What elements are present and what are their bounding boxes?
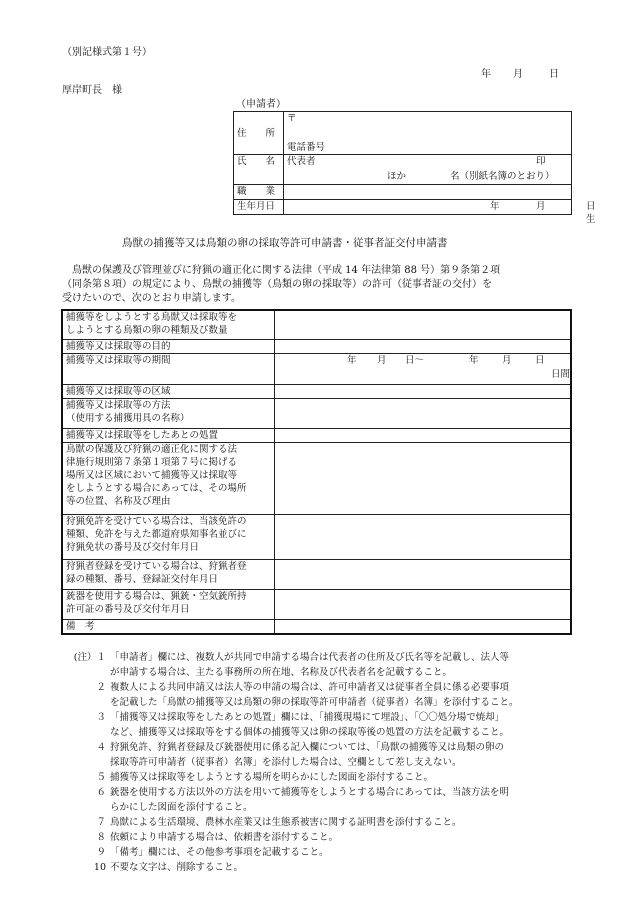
- note-item: ３ 「捕獲等又は採取等をしたあとの処置」欄には、「捕獲現場にて埋設」、「〇〇処分場で焼却」 など、捕獲等又は採取等をする個体の捕獲等又は卵の採取等後の処置の方法を記載すること。: [96, 712, 510, 738]
- field-method[interactable]: [275, 398, 572, 428]
- period-year-2: 年: [469, 354, 479, 366]
- seal-mark: 印: [536, 156, 546, 167]
- note-item: (注）１ 「申請者」欄には、複数人が共同で申請する場合は代表者の住所及び氏名等を記載し、法人等 が申請する場合は、主たる事務所の所在地、名称及び代表者名を記載すること。: [73, 652, 510, 678]
- representative-label: 代表者: [287, 156, 316, 167]
- period-day-1: 日～: [405, 354, 425, 366]
- label-method: 捕獲等又は採取等の方法 （使用する捕獲用具の名称）: [62, 398, 275, 428]
- field-hunter-registration[interactable]: [275, 559, 572, 589]
- dob-month: 月: [536, 201, 546, 212]
- field-gun-permit[interactable]: [275, 589, 572, 619]
- field-remarks[interactable]: [275, 619, 572, 634]
- label-period: 捕獲等又は採取等の期間: [62, 353, 275, 384]
- field-area[interactable]: [275, 384, 572, 398]
- applicant-table: [233, 111, 596, 225]
- label-hunter-registration: 狩猟者登録を受けている場合は、狩猟者登 録の種類、番号、登録証交付年月日: [62, 559, 275, 589]
- period-month-1: 月: [377, 354, 387, 366]
- field-hunting-license[interactable]: [275, 514, 572, 559]
- dob-label: 生年月日: [234, 200, 284, 215]
- note-item: ４ 狩猟免許、狩猟者登録及び銃器使用に係る記入欄については、「鳥獣の捕獲等又は鳥類の卵の 採取等許可申請者（従事者）名簿」を添付した場合は、空欄として差し支えない。: [96, 742, 505, 768]
- field-location[interactable]: [275, 442, 572, 514]
- label-location: 鳥獣の保護及び狩猟の適正化に関する法 律施行規則第７条第１項第７号に掲げる 場所又は区域において捕獲等又は採取等 をしようとする場合にあっては、その場所 等の位置、名称及び理由: [62, 442, 275, 514]
- phone-label: 電話番号: [287, 142, 326, 153]
- note-item: ５ 捕獲等又は採取等をしようとする場所を明らかにした図面を添付すること。: [96, 772, 434, 783]
- applicant-section-label: （申請者）: [236, 99, 286, 110]
- label-hunting-license: 狩猟免許を受けている場合は、当該免許の 種類、免許を与えた都道府県知事名並びに 狩猟免状の番号及び交付年月日: [62, 514, 275, 559]
- label-gun-permit: 銃器を使用する場合は、猟銃・空気銃所持 許可証の番号及び交付年月日: [62, 589, 275, 619]
- label-species: 捕獲等をしようとする鳥獣又は採取等を しようとする鳥類の卵の種類及び数量: [62, 310, 275, 339]
- label-remarks: 備 考: [62, 619, 275, 634]
- note-item: ６ 銃器を使用する方法以外の方法を用いて捕獲等をしようとする場合にあっては、当該方法を明 らかにした図面を添付すること。: [96, 787, 509, 813]
- intro-line-3: 受けたいので、次のとおり申請します。: [62, 293, 241, 304]
- note-item: ９ 「備考」欄には、その他参考事項を記載すること。: [96, 847, 329, 858]
- note-item: 10 不要な文字は、削除すること。: [93, 862, 244, 873]
- field-species[interactable]: [275, 310, 572, 339]
- label-purpose: 捕獲等又は採取等の目的: [62, 339, 275, 353]
- others-prefix: ほか: [387, 171, 407, 182]
- occupation-field[interactable]: [284, 185, 572, 200]
- document-title: 鳥獣の捕獲等又は鳥類の卵の採取等許可申請書・従事者証交付申請書: [122, 237, 448, 249]
- others-suffix: 名（別紙名簿のとおり）: [450, 171, 555, 182]
- name-field[interactable]: [284, 155, 572, 185]
- postal-mark: 〒: [287, 113, 297, 124]
- field-period[interactable]: [275, 353, 572, 384]
- date-day: 日: [549, 69, 559, 80]
- label-area: 捕獲等又は採取等の区域: [62, 384, 275, 398]
- addressee: 厚岸町長 様: [62, 85, 122, 96]
- intro-line-1: 鳥獣の保護及び管理並びに狩猟の適正化に関する法律（平成 14 年法律第 88 号）第９条第２項: [72, 265, 501, 276]
- field-disposal[interactable]: [275, 428, 572, 442]
- form-number: （別記様式第１号）: [62, 47, 152, 58]
- dob-year: 年: [490, 201, 500, 212]
- dob-day: 日生: [586, 201, 596, 225]
- period-year-1: 年: [347, 354, 357, 366]
- date-year: 年: [481, 69, 491, 80]
- field-purpose[interactable]: [275, 339, 572, 353]
- date-month: 月: [513, 69, 523, 80]
- note-item: ８ 依頼により申請する場合は、依頼書を添付すること。: [96, 832, 339, 843]
- intro-line-2: （同条第８項）の規定により、鳥獣の捕獲等（鳥類の卵の採取等）の許可（従事者証の交付）を: [62, 279, 492, 290]
- notes-section: [62, 650, 582, 875]
- occupation-label: 職 業: [234, 185, 284, 200]
- name-label: 氏 名: [234, 155, 284, 185]
- note-item: ２ 複数人による共同申請又は法人等の申請の場合は、許可申請者又は従事者全員に係る必要事項 を記載した「鳥獣の捕獲等又は鳥類の卵の採取等許可申請者（従事者）名簿」を添付すること。: [96, 682, 519, 708]
- dob-field[interactable]: [284, 200, 596, 225]
- address-field[interactable]: [284, 112, 572, 155]
- address-label: 住 所: [234, 112, 284, 155]
- period-day-2: 日: [535, 354, 545, 366]
- period-days: 日間: [551, 368, 571, 380]
- label-disposal: 捕獲等又は採取等をしたあとの処置: [62, 428, 275, 442]
- application-table: [61, 309, 572, 635]
- period-month-2: 月: [502, 354, 512, 366]
- note-item: ７ 鳥獣による生活環境、農林水産業又は生態系被害に関する証明書を添付すること。: [96, 817, 462, 828]
